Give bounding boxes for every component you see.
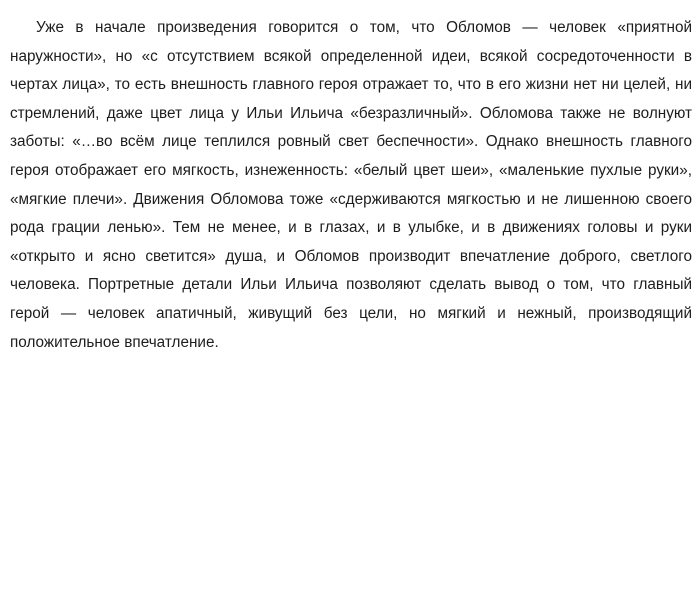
body-paragraph: Уже в начале произведения говорится о том, что Обломов — человек «приятной наружности», но «с отсутствием всякой определенной идеи, всякой сосредоточенности в чертах лица», то есть внешность главного героя отражает то, что в его жизни нет ни целей, ни стремлений, даже цвет лица у Ильи Ильича «безразличный». Обломова также не волнуют заботы: «…во всём лице теплился ровный свет беспечности». Однако внешность главного героя отображает его мягкость, изнеженность: «белый цвет шеи», «маленькие пухлые руки», «мягкие плечи». Движения Обломова тоже «сдерживаются мягкостью и не лишенною своего рода грации ленью». Тем не менее, и в глазах, и в улыбке, и в движениях головы и руки «открыто и ясно светится» душа, и Обломов производит впечатление доброго, светлого человека. Портретные детали Ильи Ильича позволяют сделать вывод о том, что главный герой — человек апатичный, живущий без цели, но мягкий и нежный, производящий положительное впечатление. — [10, 19, 697, 351]
